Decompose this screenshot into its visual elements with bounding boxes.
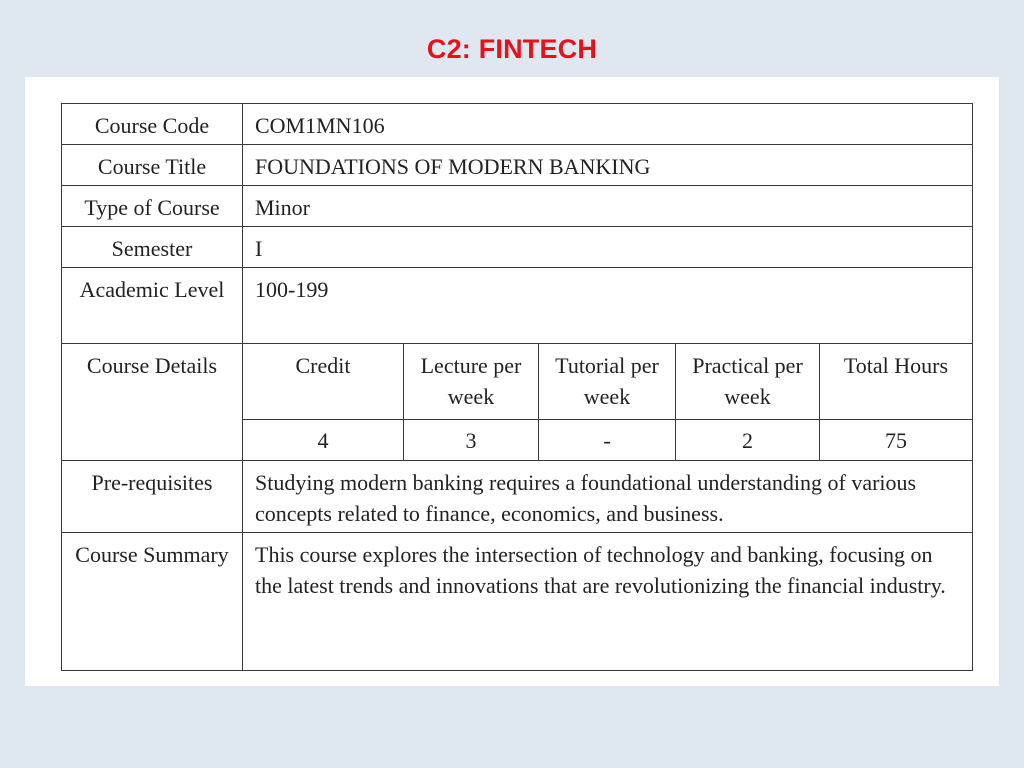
course-type-label: Type of Course [62,186,243,227]
credit-header: Credit [243,344,404,420]
total-hours-value: 75 [820,420,973,461]
table-row-course-title [62,145,973,186]
table-row-semester [62,227,973,268]
lecture-header: Lecture per week [404,344,539,420]
prerequisites-value: Studying modern banking requires a foundational understanding of various concepts related to finance, economics, and business. [243,461,973,533]
prerequisites-label: Pre-requisites [62,461,243,533]
course-title-label: Course Title [62,145,243,186]
course-code-label: Course Code [62,104,243,145]
table-row-academic-level [62,268,973,344]
semester-value: I [243,227,973,268]
course-summary-value: This course explores the intersection of technology and banking, focusing on the latest trends and innovations that are revolutionizing the financial industry. [243,533,973,671]
practical-value: 2 [676,420,820,461]
tutorial-value: - [539,420,676,461]
course-title-value: FOUNDATIONS OF MODERN BANKING [243,145,973,186]
course-type-value: Minor [243,186,973,227]
academic-level-value: 100-199 [243,268,973,344]
credit-value: 4 [243,420,404,461]
table-row-prerequisites [62,461,973,533]
course-code-value: COM1MN106 [243,104,973,145]
academic-level-label: Academic Level [62,268,243,344]
tutorial-header: Tutorial per week [539,344,676,420]
practical-header: Practical per week [676,344,820,420]
course-details-label: Course Details [62,344,243,461]
table-row-course-code [62,104,973,145]
semester-label: Semester [62,227,243,268]
table-row-course-summary [62,533,973,671]
lecture-value: 3 [404,420,539,461]
course-summary-label: Course Summary [62,533,243,671]
course-details-table [61,103,973,671]
table-row-course-type [62,186,973,227]
table-row-course-details-headers [62,344,973,420]
slide-title: C2: FINTECH [426,34,598,64]
total-hours-header: Total Hours [820,344,973,420]
